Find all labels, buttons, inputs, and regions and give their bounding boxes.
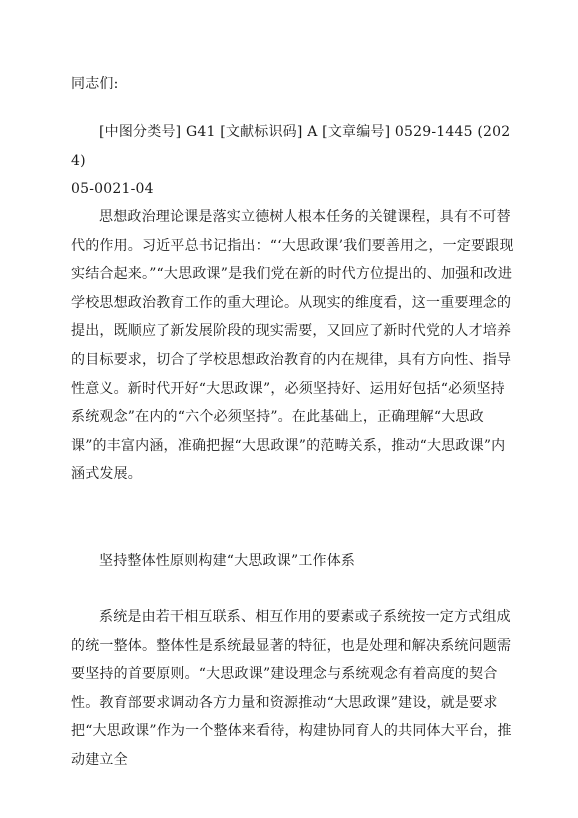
body-paragraph-2: 系统是由若干相互联系、相互作用的要素或子系统按一定方式组成的统一整体。整体性是系统最显著的特征，也是处理和解决系统问题需要坚持的首要原则。“大思政课”建设理念与系统观念有着高度的契合性。教育部要求调动各方力量和资源推动“大思政课”建设，就是要求把“大思政课”作为一个整体来看待，构建协同育人的共同体大平台，推动建立全 [71,609,512,768]
salutation: 同志们: [71,76,119,92]
section-heading: 坚持整体性原则构建“大思政课”工作体系 [99,553,356,569]
body-paragraph-1: 思想政治理论课是落实立德树人根本任务的关键课程，具有不可替代的作用。习近平总书记指出：“‘大思政课’我们要善用之，一定要跟现实结合起来。”“大思政课”是我们党在新的时代方位提出的、加强和改进学校思想政治教育工作的重大理论。从现实的维度看，这一重要理念的提出，既顺应了新发展阶段的现实需要，又回应了新时代党的人才培养的目标要求，切合了学校思想政治教育的内在规律，具有方向性、指导性意义。新时代开好“大思政课”，必须坚持好、运用好包括“必须坚持系统观念”在内的“六个必须坚持”。在此基础上，正确理解“大思政课”的丰富内涵，准确把握“大思政课”的范畴关系，推动“大思政课”内涵式发展。 [71,209,514,483]
classification-line: [中图分类号] G41 [文献标识码] A [文章编号] 0529-1445 (2024) 05-0021-04 [71,124,511,198]
